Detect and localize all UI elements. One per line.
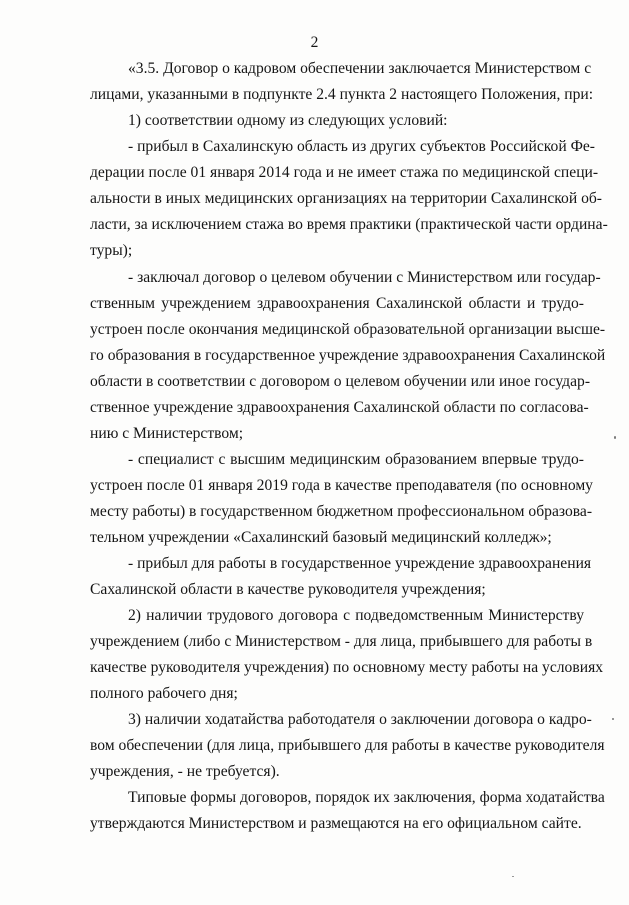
text-line: области в соответствии с договором о целевом обучении или иное государ- bbox=[90, 373, 591, 390]
text-line: - прибыл в Сахалинскую область из других субъектов Российской Фе- bbox=[128, 138, 596, 155]
text-line: Типовые формы договоров, порядок их заключения, форма ходатайства bbox=[128, 789, 605, 806]
text-line: устроен после окончания медицинской образовательной организации высше- bbox=[90, 321, 606, 338]
page-number: 2 bbox=[310, 34, 319, 51]
text-line: устроен после 01 января 2019 года в качестве преподавателя (по основному bbox=[90, 477, 593, 494]
scan-speck bbox=[612, 718, 614, 720]
text-line: тельном учреждении «Сахалинский базовый медицинский колледж»; bbox=[90, 529, 552, 546]
text-line: учреждения, - не требуется). bbox=[90, 763, 280, 780]
text-line: туры); bbox=[90, 242, 133, 259]
scan-speck bbox=[512, 876, 514, 877]
text-line: ственное учреждение здравоохранения Сахалинской области по согласова- bbox=[90, 399, 589, 416]
text-line: полного рабочего дня; bbox=[90, 685, 238, 702]
text-line: Сахалинской области в качестве руководителя учреждения; bbox=[90, 581, 486, 598]
text-line: месту работы) в государственном бюджетном профессиональном образова- bbox=[90, 503, 593, 520]
text-line: нию с Министерством; bbox=[90, 425, 244, 442]
text-line: качестве руководителя учреждения) по основному месту работы на условиях bbox=[90, 659, 604, 676]
text-line: учреждением (либо с Министерством - для лица, прибывшего для работы в bbox=[90, 633, 593, 650]
text-line: - прибыл для работы в государственное учреждение здравоохранения bbox=[128, 555, 592, 572]
text-line: «3.5. Договор о кадровом обеспечении заключается Министерством с bbox=[128, 60, 592, 77]
text-line: 3) наличии ходатайства работодателя о заключении договора о кадро- bbox=[128, 711, 592, 728]
text-line: - заключал договор о целевом обучении с Министерством или государ- bbox=[128, 269, 601, 286]
text-line: ласти, за исключением стажа во время практики (практической части ордина- bbox=[90, 216, 608, 233]
text-line: ственным учреждением здравоохранения Сахалинской области и трудо- bbox=[90, 295, 584, 312]
text-line: утверждаются Министерством и размещаются на его официальном сайте. bbox=[90, 815, 582, 832]
text-line: вом обеспечении (для лица, прибывшего для работы в качестве руководителя bbox=[90, 737, 605, 754]
text-line: альности в иных медицинских организациях на территории Сахалинской об- bbox=[90, 190, 603, 207]
text-line: го образования в государственное учреждение здравоохранения Сахалинской bbox=[90, 347, 606, 364]
scan-speck bbox=[614, 436, 616, 439]
text-line: 2) наличии трудового договора с подведомственным Министерству bbox=[128, 607, 584, 624]
text-line: - специалист с высшим медицинским образованием впервые трудо- bbox=[128, 451, 584, 468]
text-line: 1) соответствии одному из следующих условий: bbox=[128, 112, 448, 129]
text-line: лицами, указанными в подпункте 2.4 пункта 2 настоящего Положения, при: bbox=[90, 86, 594, 103]
text-line: дерации после 01 января 2014 года и не имеет стажа по медицинской специ- bbox=[90, 164, 599, 181]
